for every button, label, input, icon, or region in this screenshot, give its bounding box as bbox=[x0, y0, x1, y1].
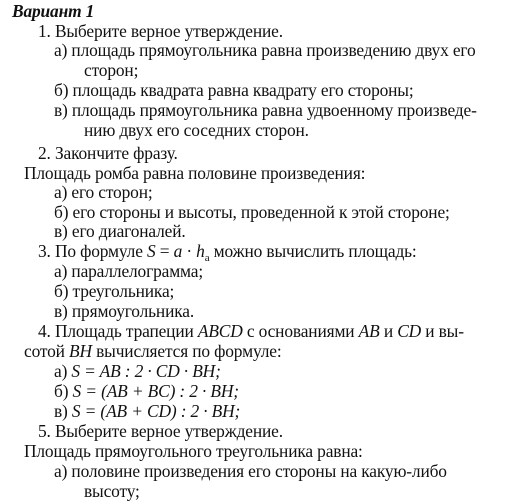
q3-formula-s: S bbox=[146, 241, 156, 261]
q3-formula-dot: · bbox=[182, 241, 197, 261]
q1-option-c-cont: нию двух его соседних сторон. bbox=[84, 120, 309, 140]
q4-option-c bbox=[54, 401, 240, 421]
q4-prompt bbox=[38, 321, 464, 341]
q2-option-c: в) его диагоналей. bbox=[54, 221, 186, 241]
q2-prompt: 2. Закончите фразу. bbox=[38, 143, 178, 163]
q4-option-b-formula: S = (AB + BC) : 2 · BH; bbox=[72, 381, 239, 401]
q4-text-5: сотой bbox=[24, 341, 70, 361]
q5-stem: Площадь прямоугольного треугольника равна: bbox=[24, 441, 363, 461]
q4-text-2: с основаниями bbox=[242, 321, 359, 341]
q3-formula-h: h bbox=[196, 241, 205, 261]
q4-prompt-cont bbox=[24, 341, 282, 361]
q3-prefix: 3. По формуле bbox=[38, 241, 147, 261]
q5-option-a-cont: высоту; bbox=[84, 481, 140, 501]
q3-option-a: а) параллелограмма; bbox=[54, 261, 204, 281]
q5-option-a: а) половине произведения его стороны на какую-либо bbox=[54, 461, 447, 481]
q4-option-b-label: б) bbox=[54, 381, 73, 401]
q4-option-a bbox=[54, 361, 221, 381]
q1-option-b: б) площадь квадрата равна квадрату его стороны; bbox=[54, 80, 414, 100]
q4-text-3: и bbox=[379, 321, 398, 341]
q4-cd: CD bbox=[397, 321, 422, 341]
q4-option-c-label: в) bbox=[54, 401, 72, 421]
q1-option-c: в) площадь прямоугольника равна удвоенному произведе- bbox=[54, 100, 477, 120]
q3-formula-eq: = bbox=[155, 241, 174, 261]
q4-ab: AB bbox=[358, 321, 380, 341]
q1-option-a-cont: сторон; bbox=[84, 60, 139, 80]
q2-stem: Площадь ромба равна половине произведения: bbox=[24, 163, 366, 183]
q4-bh: BH bbox=[69, 341, 92, 361]
q4-text-4: и вы- bbox=[421, 321, 464, 341]
q3-option-b: б) треугольника; bbox=[54, 281, 175, 301]
q3-formula-a: a bbox=[173, 241, 183, 261]
q4-text-6: вычисляется по формуле: bbox=[91, 341, 282, 361]
q3-option-c: в) прямоугольника. bbox=[54, 301, 195, 321]
q4-text-1: 4. Площадь трапеции bbox=[38, 321, 198, 341]
q1-prompt: 1. Выберите верное утверждение. bbox=[38, 21, 283, 41]
q4-abcd: ABCD bbox=[197, 321, 243, 341]
q4-option-b bbox=[54, 381, 239, 401]
q5-prompt: 5. Выберите верное утверждение. bbox=[38, 421, 283, 441]
q2-option-a: а) его сторон; bbox=[54, 182, 153, 202]
q2-option-b: б) его стороны и высоты, проведенной к этой стороне; bbox=[54, 202, 450, 222]
q3-suffix: можно вычислить площадь: bbox=[209, 241, 417, 261]
q3-formula-subscript: a bbox=[204, 252, 210, 264]
q1-option-a: а) площадь прямоугольника равна произведению двух его bbox=[54, 40, 476, 60]
q4-option-a-formula: S = AB : 2 · CD · BH; bbox=[71, 361, 221, 381]
q4-option-a-label: а) bbox=[54, 361, 72, 381]
variant-title: Вариант 1 bbox=[12, 1, 95, 21]
q4-option-c-formula: S = (AB + CD) : 2 · BH; bbox=[71, 401, 241, 421]
